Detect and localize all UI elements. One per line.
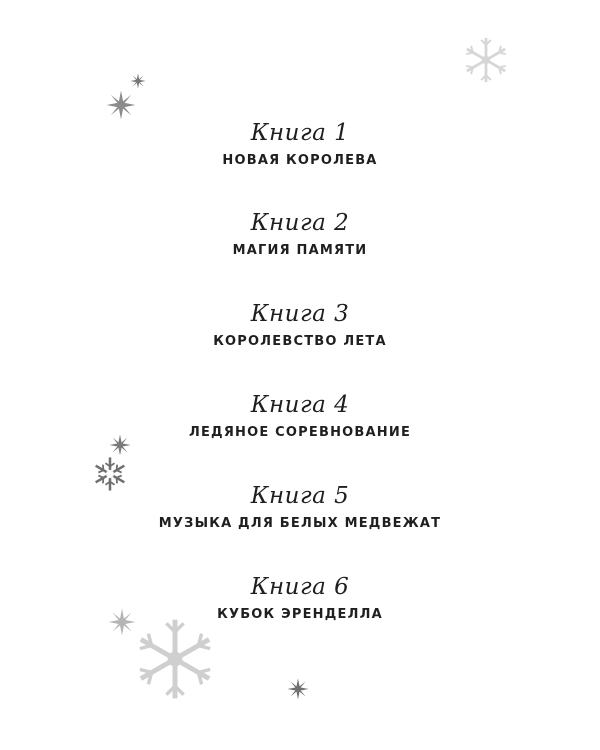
book-entry-5 (0, 481, 600, 534)
snowflake-icon (108, 608, 136, 636)
book-label: Книга 4 (250, 392, 350, 418)
book-entry-6 (0, 572, 600, 625)
book-label: Книга 2 (250, 210, 350, 236)
book-title: КУБОК ЭРЕНДЕЛЛА (217, 607, 383, 622)
snowflake-icon (134, 618, 216, 700)
book-title: ЛЕДЯНОЕ СОРЕВНОВАНИЕ (188, 425, 412, 440)
snowflake-icon (287, 678, 309, 700)
book-title: МАГИЯ ПАМЯТИ (232, 243, 368, 258)
book-title: НОВАЯ КОРОЛЕВА (222, 153, 378, 168)
book-entry-2 (0, 208, 600, 261)
snowflake-icon (92, 456, 128, 492)
book-entry-3 (0, 299, 600, 352)
snowflake-icon (130, 73, 146, 89)
book-title: МУЗЫКА ДЛЯ БЕЛЫХ МЕДВЕЖАТ (158, 516, 442, 531)
snowflake-icon (106, 90, 136, 120)
book-label: Книга 6 (250, 574, 350, 600)
snowflake-icon (463, 37, 509, 83)
book-title: КОРОЛЕВСТВО ЛЕТА (213, 334, 387, 349)
book-entry-4 (0, 390, 600, 443)
book-label: Книга 1 (250, 120, 350, 146)
book-label: Книга 5 (250, 483, 350, 509)
snowflake-icon (109, 434, 131, 456)
book-label: Книга 3 (250, 301, 350, 327)
book-entry-1 (0, 118, 600, 171)
